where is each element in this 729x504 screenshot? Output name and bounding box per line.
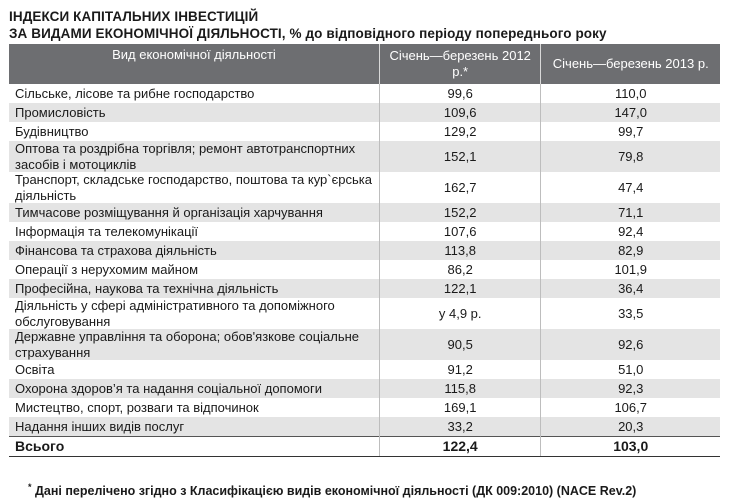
value-2012: 109,6 — [379, 103, 541, 122]
activity-name: Будівництво — [15, 123, 89, 139]
value-2012: 115,8 — [379, 379, 541, 398]
title-line-2 — [9, 25, 607, 42]
activity-name: Операції з нерухомим майном — [15, 261, 199, 277]
activity-name: Діяльність у сфері адміністративного та допоміжного обслуговування — [15, 298, 335, 329]
title-line-1: ІНДЕКСИ КАПІТАЛЬНИХ ІНВЕСТИЦІЙ — [9, 9, 259, 24]
table-row — [9, 203, 720, 222]
total-2013: 103,0 — [541, 437, 720, 457]
table-row — [9, 260, 720, 279]
table-row — [9, 279, 720, 298]
value-2012: 152,1 — [379, 141, 541, 172]
value-2013: 51,0 — [541, 360, 720, 379]
value-2012: 162,7 — [379, 172, 541, 203]
header-row — [9, 44, 720, 84]
table-title — [9, 8, 607, 42]
activity-name: Професійна, наукова та технічна діяльність — [9, 279, 379, 298]
activity-name: Інформація та телекомунікації — [15, 223, 199, 239]
activity-name: Сільське, лісове та рибне господарство — [15, 85, 255, 101]
total-row — [9, 437, 720, 457]
value-2012: 122,1 — [379, 279, 541, 298]
table-row — [9, 241, 720, 260]
value-2013: 92,4 — [541, 222, 720, 241]
value-2013: 82,9 — [541, 241, 720, 260]
investment-index-table — [9, 44, 720, 457]
title-subject: ЗА ВИДАМИ ЕКОНОМІЧНОЇ ДІЯЛЬНОСТІ — [9, 26, 282, 41]
activity-name: Фінансова та страхова діяльність — [9, 241, 379, 260]
value-2013: 110,0 — [541, 84, 720, 103]
activity-name: Охорона здоров’я та надання соціальної допомоги — [9, 379, 379, 398]
table-row — [9, 222, 720, 241]
table-row — [9, 172, 720, 203]
value-2012: 86,2 — [379, 260, 541, 279]
value-2012: 107,6 — [379, 222, 541, 241]
header-2012: Січень—березень 2012 р.* — [379, 44, 541, 84]
value-2013: 92,6 — [541, 329, 720, 360]
value-2012: 113,8 — [379, 241, 541, 260]
table-row — [9, 122, 720, 141]
activity-name: Транспорт, складське господарство, поштова та кур`єрська діяльність — [15, 172, 372, 203]
title-unit: , % до відповідного періоду попереднього року — [281, 26, 607, 41]
activity-name: Промисловість — [9, 103, 379, 122]
footnote-text: Дані перелічено згідно з Класифікацією видів економічної діяльності (ДК 009:2010) (NACE Rev.2) — [35, 484, 637, 499]
value-2013: 47,4 — [541, 172, 720, 203]
activity-name: Державне управління та оборона; обов'язкове соціальне страхування — [9, 329, 379, 360]
value-2012: 169,1 — [379, 398, 541, 417]
table-body — [9, 84, 720, 457]
table-row — [9, 84, 720, 103]
value-2012: у 4,9 р. — [379, 298, 541, 329]
header-activity: Вид економічної діяльності — [9, 44, 379, 84]
activity-name: Надання інших видів послуг — [9, 417, 379, 437]
value-2013: 99,7 — [541, 122, 720, 141]
value-2013: 101,9 — [541, 260, 720, 279]
table-row — [9, 417, 720, 437]
table-row — [9, 398, 720, 417]
value-2013: 33,5 — [541, 298, 720, 329]
value-2012: 33,2 — [379, 417, 541, 437]
table-row — [9, 360, 720, 379]
footnote — [28, 482, 636, 498]
footnote-marker: * — [28, 482, 32, 492]
activity-name: Освіта — [15, 361, 55, 377]
table-row — [9, 103, 720, 122]
total-2012: 122,4 — [379, 437, 541, 457]
total-label: Всього — [9, 437, 379, 457]
value-2013: 92,3 — [541, 379, 720, 398]
table-row — [9, 298, 720, 329]
value-2013: 147,0 — [541, 103, 720, 122]
table-row — [9, 379, 720, 398]
activity-name: Оптова та роздрібна торгівля; ремонт автотранспортних засобів і мотоциклів — [9, 141, 379, 172]
table-row — [9, 329, 720, 360]
value-2013: 20,3 — [541, 417, 720, 437]
value-2012: 91,2 — [379, 360, 541, 379]
value-2012: 90,5 — [379, 329, 541, 360]
value-2013: 79,8 — [541, 141, 720, 172]
value-2012: 99,6 — [379, 84, 541, 103]
value-2012: 152,2 — [379, 203, 541, 222]
value-2012: 129,2 — [379, 122, 541, 141]
activity-name: Мистецтво, спорт, розваги та відпочинок — [15, 399, 259, 415]
value-2013: 71,1 — [541, 203, 720, 222]
value-2013: 36,4 — [541, 279, 720, 298]
table-row — [9, 141, 720, 172]
activity-name: Тимчасове розміщування й організація харчування — [9, 203, 379, 222]
header-2013: Січень—березень 2013 р. — [541, 44, 720, 84]
value-2013: 106,7 — [541, 398, 720, 417]
